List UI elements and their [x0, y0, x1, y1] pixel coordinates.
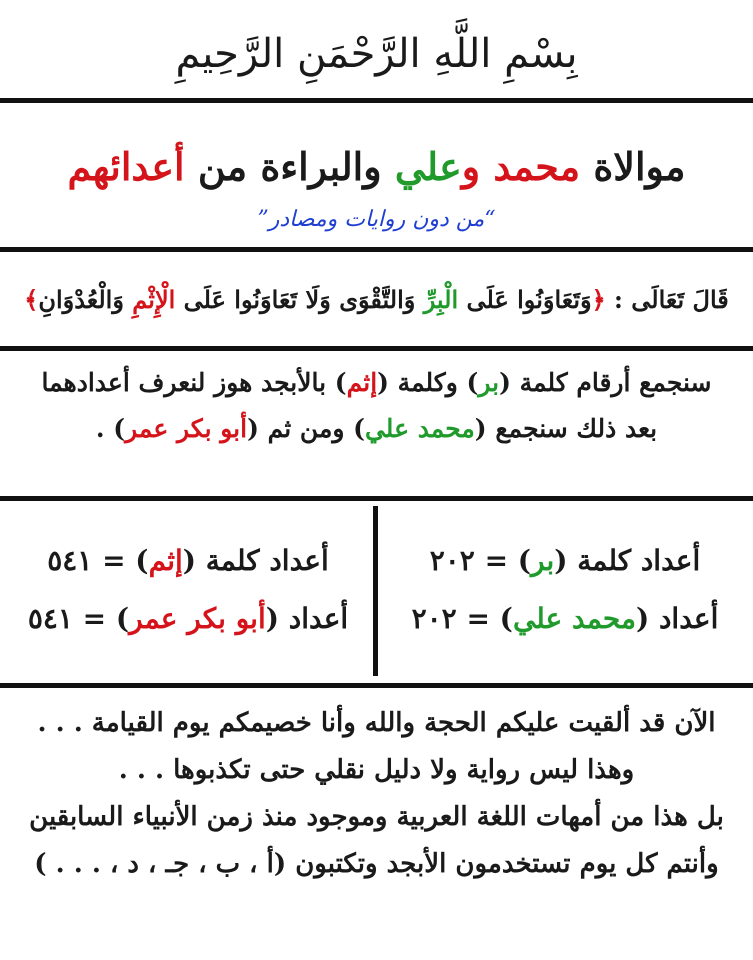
verse-text: وَالتَّقْوَى وَلَا تَعَاوَنُوا عَلَى: [175, 285, 424, 314]
word-ithm: إثم: [148, 544, 183, 577]
text: أعداد (: [265, 602, 349, 635]
divider: [0, 496, 753, 501]
divider: [0, 247, 753, 252]
title-enemies: أعدائهم: [67, 144, 185, 189]
closing-paragraph: [0, 700, 753, 950]
basmala-heading: بِسْمِ اللَّهِ الرَّحْمَنِ الرَّحِيمِ: [175, 31, 578, 77]
title-muhammad: محمد و: [461, 144, 581, 189]
equations-table: [0, 506, 753, 676]
verse-bracket-close: ﴾: [24, 285, 39, 314]
verse-text: وَتَعَاوَنُوا عَلَى: [458, 285, 592, 314]
paragraph-line: [0, 406, 753, 452]
divider: [0, 683, 753, 688]
divider: [0, 98, 753, 103]
verse-bracket-open: ﴿: [591, 285, 606, 314]
text: ) = ٥٤١: [47, 544, 149, 577]
word-muhammad-ali: محمد علي: [364, 414, 475, 443]
text: ) وكلمة (: [377, 368, 479, 397]
page-title: [0, 142, 753, 192]
verse-word-ithm: الْإِثْمِ: [132, 285, 176, 314]
text: أعداد كلمة (: [554, 544, 701, 577]
subtitle: “من دون روايات ومصادر”: [257, 207, 496, 232]
equation-row: [8, 590, 368, 648]
verse-text: وَالْعُدْوَانِ: [38, 285, 133, 314]
equation-row: [8, 532, 368, 590]
verse-intro: قَالَ تَعَالَى :: [605, 285, 729, 314]
paragraph-line: بل هذا من أمهات اللغة العربية وموجود منذ زمن الأنبياء السابقين: [29, 802, 724, 832]
equation-row: [385, 590, 745, 648]
title-section: [0, 108, 753, 248]
paragraph-line: وأنتم كل يوم تستخدمون الأبجد وتكتبون (أ ، ب ، جـ ، د ، . . . ): [34, 849, 719, 879]
paragraph-line: [0, 360, 753, 406]
divider: [0, 346, 753, 351]
text: ) ومن ثم (: [247, 414, 365, 443]
paragraph-line: وهذا ليس رواية ولا دليل نقلي حتى تكذبوها . . .: [118, 755, 635, 785]
quran-verse: [0, 258, 753, 342]
column-divider: [373, 506, 378, 676]
word-ithm: إثم: [346, 368, 378, 397]
word-birr: بر: [478, 368, 500, 397]
text: ) .: [95, 414, 126, 443]
text: ) = ٥٤١: [27, 602, 130, 635]
text: بعد ذلك سنجمع (: [474, 414, 658, 443]
text: أعداد (: [635, 602, 719, 635]
text: سنجمع أرقام كلمة (: [499, 368, 712, 397]
title-part: موالاة: [580, 144, 686, 189]
paragraph-line: الآن قد ألقيت عليكم الحجة والله وأنا خصيمكم يوم القيامة . . .: [37, 708, 716, 738]
text: ) = ٢٠٢: [411, 602, 513, 635]
word-muhammad-ali: محمد علي: [512, 602, 636, 635]
word-abubakr-umar: أبو بكر عمر: [129, 602, 266, 635]
text: أعداد كلمة (: [182, 544, 329, 577]
word-birr: بر: [531, 544, 555, 577]
intro-paragraph: [0, 360, 753, 490]
verse-word-birr: الْبِرِّ: [423, 285, 459, 314]
equations-left-column: [8, 532, 368, 648]
text: ) بالأبجد هوز لنعرف أعدادهما: [41, 368, 347, 397]
title-ali: علي: [394, 144, 462, 189]
equations-right-column: [385, 532, 745, 648]
text: ) = ٢٠٢: [429, 544, 532, 577]
title-part: والبراءة من: [184, 144, 395, 189]
equation-row: [385, 532, 745, 590]
word-abubakr-umar: أبو بكر عمر: [125, 414, 248, 443]
